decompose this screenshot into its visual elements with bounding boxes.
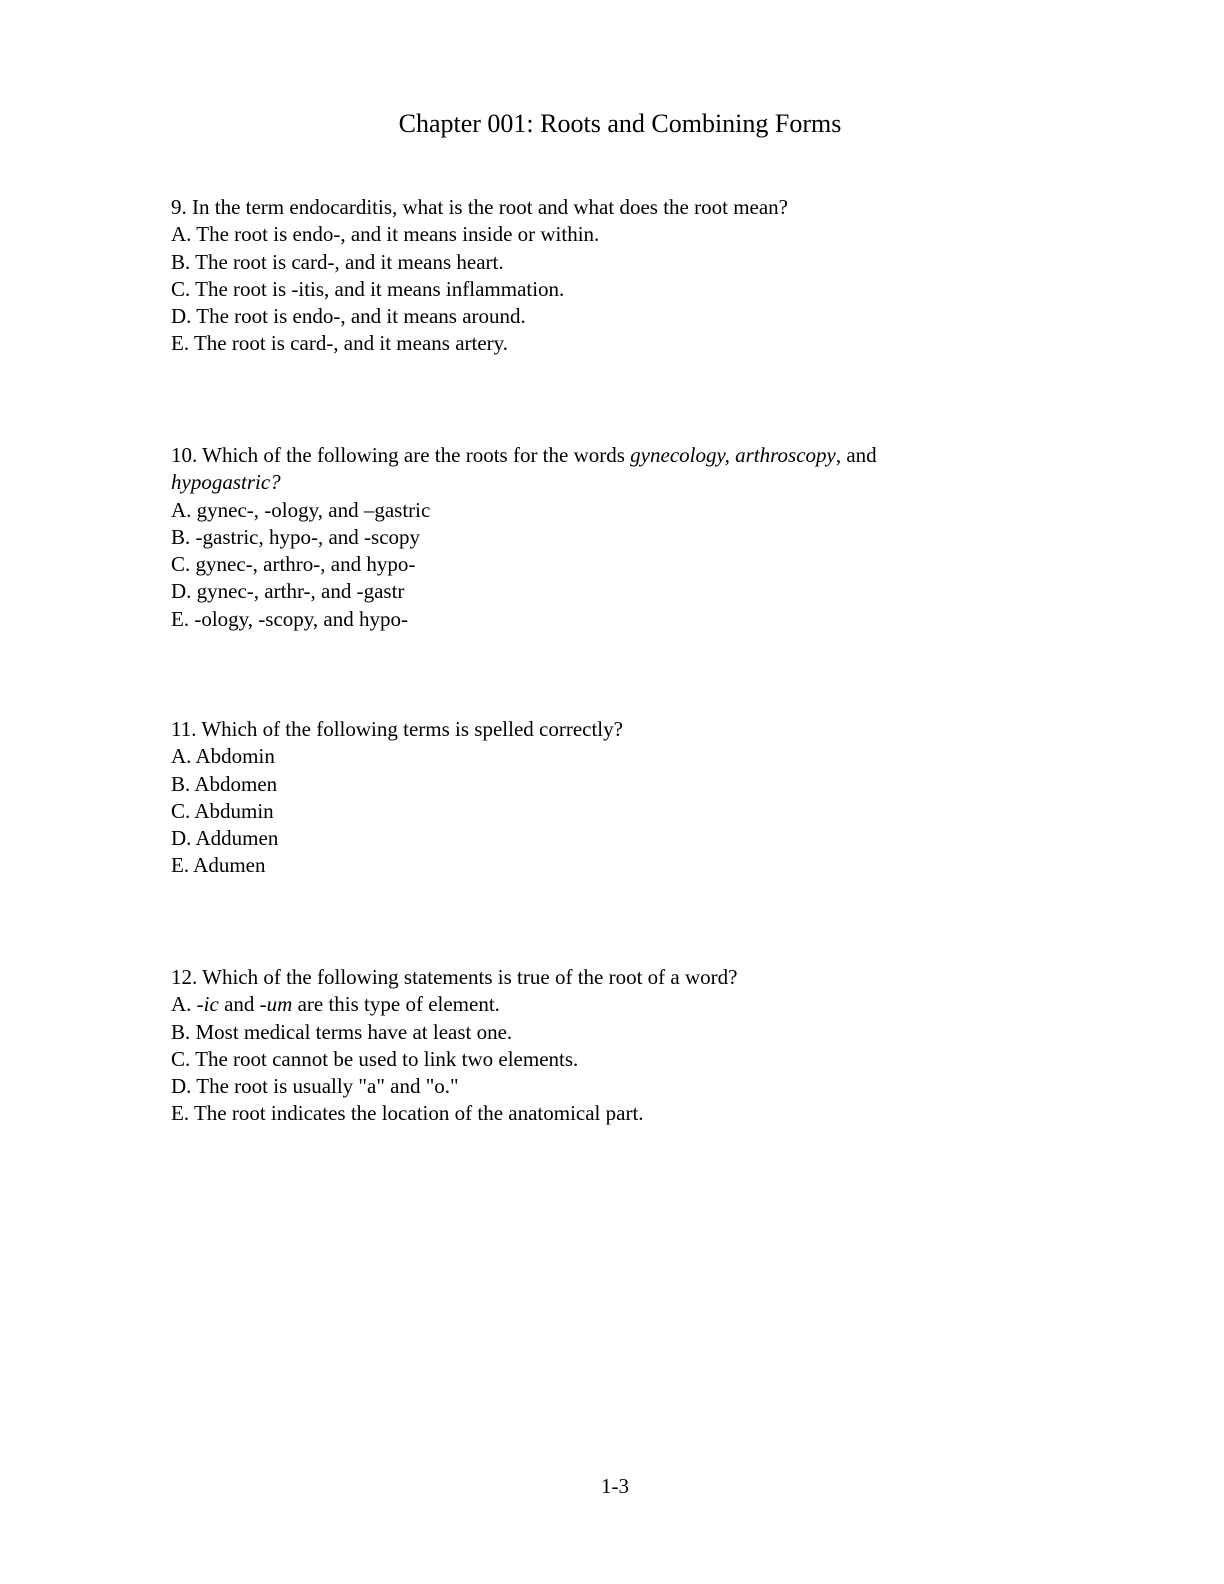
question-10-option-a: A. gynec-, -ology, and –gastric: [171, 497, 431, 522]
question-10-option-b: B. -gastric, hypo-, and -scopy: [171, 524, 421, 549]
question-12-option-e: E. The root indicates the location of the anatomical part.: [171, 1101, 644, 1126]
question-9-option-d: D. The root is endo-, and it means around.: [171, 304, 526, 329]
question-10-stem-middle: , and: [835, 443, 877, 467]
question-12-option-a-italic-1: -ic: [196, 992, 219, 1017]
question-12-stem: 12. Which of the following statements is true of the root of a word?: [171, 965, 738, 989]
question-10-stem-italic-term-2: hypogastric?: [171, 470, 281, 495]
question-10-option-e: E. -ology, -scopy, and hypo-: [171, 606, 408, 631]
question-9-option-b: B. The root is card-, and it means heart.: [171, 249, 504, 274]
question-11-option-c: C. Abdumin: [171, 798, 274, 823]
question-11-option-b: B. Abdomen: [171, 771, 278, 796]
question-12-option-b: B. Most medical terms have at least one.: [171, 1019, 513, 1044]
question-10: [171, 442, 991, 633]
question-11: [171, 716, 991, 880]
question-9-stem: 9. In the term endocarditis, what is the root and what does the root mean?: [171, 195, 788, 219]
question-10-stem-prefix: 10. Which of the following are the roots for the words: [171, 443, 631, 467]
question-12-option-d: D. The root is usually "a" and "o.": [171, 1074, 459, 1099]
page-title: Chapter 001: Roots and Combining Forms: [398, 109, 842, 138]
question-12-option-c: C. The root cannot be used to link two elements.: [171, 1046, 579, 1071]
question-11-option-a: A. Abdomin: [171, 744, 275, 769]
question-9-option-a: A. The root is endo-, and it means inside or within.: [171, 222, 600, 247]
question-9-option-e: E. The root is card-, and it means artery.: [171, 331, 509, 356]
question-10-option-c: C. gynec-, arthro-, and hypo-: [171, 552, 416, 577]
question-11-option-e: E. Adumen: [171, 853, 266, 878]
question-10-stem: [171, 442, 991, 469]
question-10-stem-continuation: [171, 469, 991, 496]
question-10-stem-italic-terms: gynecology, arthroscopy: [630, 443, 836, 467]
question-12-option-a: [171, 991, 991, 1018]
question-9: [171, 194, 991, 358]
question-9-option-c: C. The root is -itis, and it means inflammation.: [171, 276, 565, 301]
question-10-option-d: D. gynec-, arthr-, and -gastr: [171, 579, 405, 604]
question-12-option-a-middle: and: [218, 992, 260, 1017]
question-12-option-a-suffix: are this type of element.: [292, 992, 500, 1017]
page-number: 1-3: [601, 1474, 629, 1498]
question-12-option-a-label: A.: [171, 992, 197, 1017]
question-12-option-a-italic-2: -um: [259, 992, 293, 1017]
question-11-stem: 11. Which of the following terms is spelled correctly?: [171, 717, 623, 741]
question-12: [171, 964, 991, 1128]
question-11-option-d: D. Addumen: [171, 826, 279, 851]
